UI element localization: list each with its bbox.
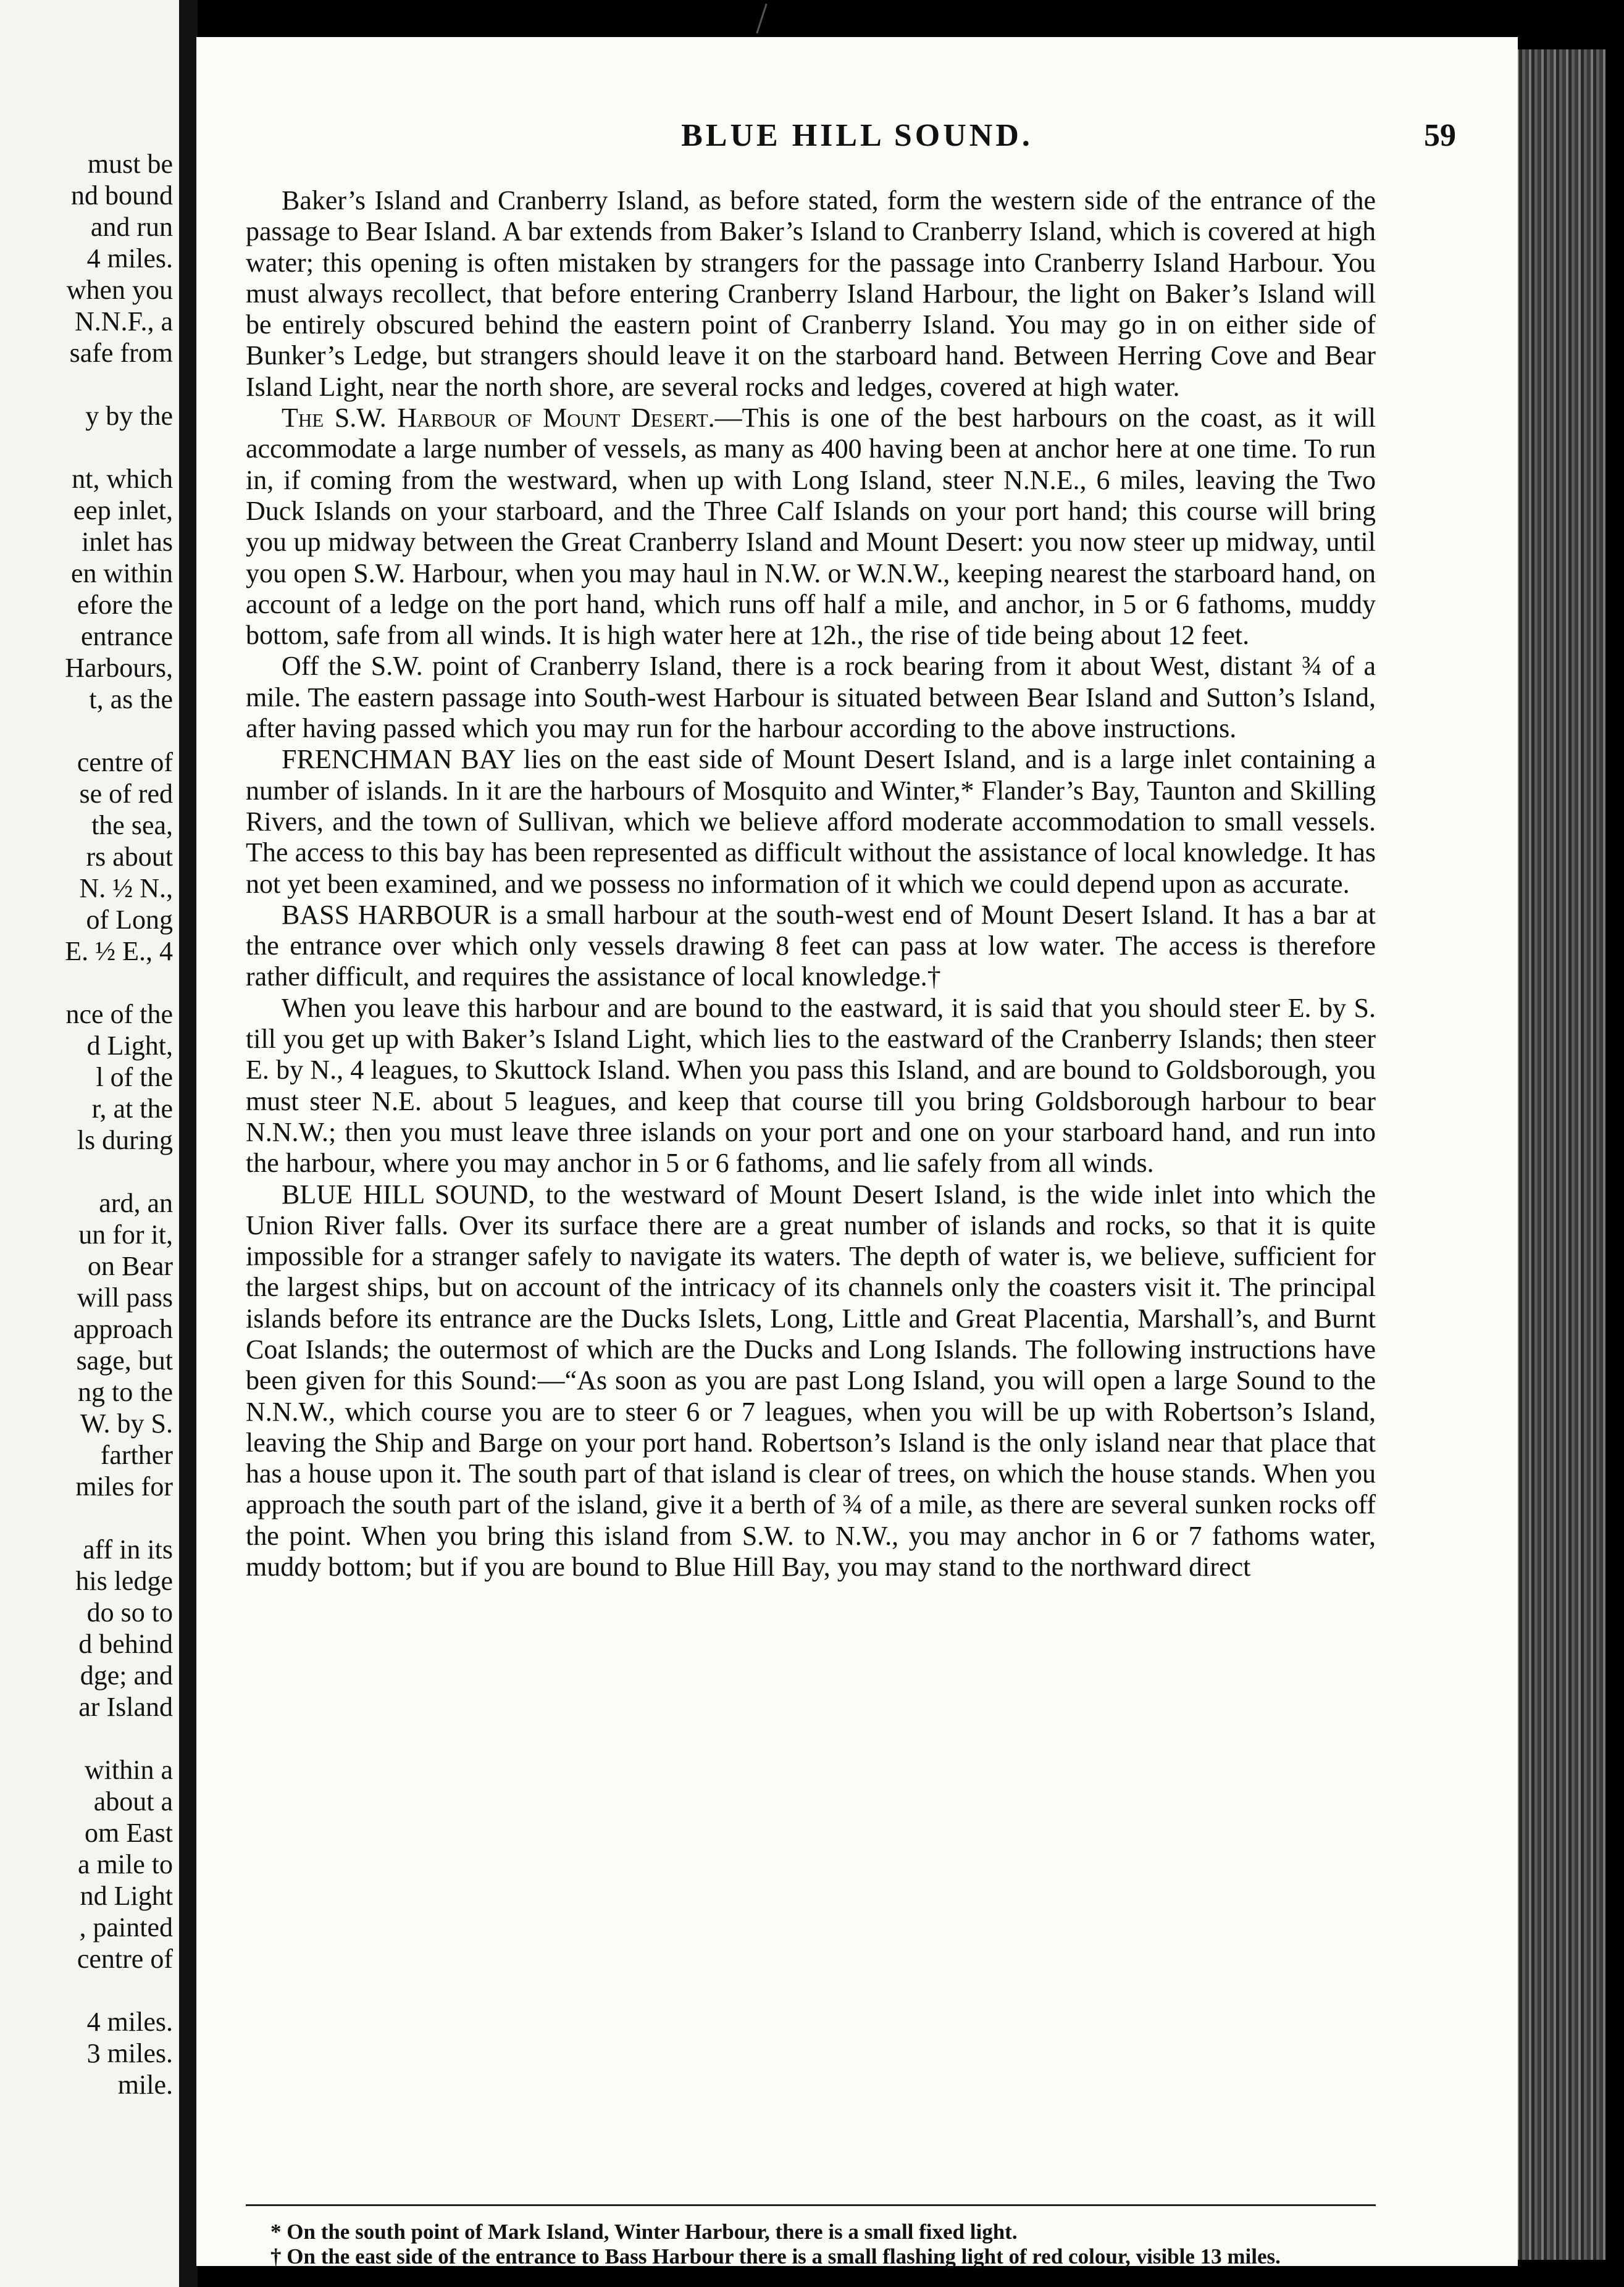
- footnote-bass-harbour: † On the east side of the entrance to Bass Harbour there is a small flashing light of red colour, visible 13 miles.: [270, 2244, 1281, 2268]
- paragraph-bakers-island: Baker’s Island and Cranberry Island, as before stated, form the western side of the entrance of the passage to Bear Island. A bar extends from Baker’s Island to Cranberry Island, which is covered at high water; this opening is often mistaken by strangers for the passage into Cranberry Island Harbour. You must always recollect, that before entering Cranberry Island Harbour, the light on Baker’s Island will be entirely obscured behind the eastern point of Cranberry Island. You may go in on either side of Bunker’s Ledge, but strangers should leave it on the starboard hand. Between Herring Cove and Bear Island Light, near the north shore, are several rocks and ledges, covered at high water.: [246, 185, 1376, 402]
- facing-page-line: 4 miles.: [86, 2007, 173, 2037]
- facing-page-line: 4 miles.: [86, 243, 173, 274]
- page-header: [196, 117, 1518, 161]
- book-gutter: [179, 0, 198, 2287]
- facing-page-line: sage, but: [76, 1345, 173, 1376]
- facing-page-line: and run: [90, 212, 173, 242]
- book-page: [196, 37, 1518, 2266]
- facing-page-line: about a: [93, 1786, 173, 1817]
- facing-page-line: [6, 715, 173, 746]
- facing-page-line: se of red: [79, 779, 173, 809]
- facing-page-line: of Long: [86, 905, 173, 935]
- facing-page-line: d behind: [78, 1629, 173, 1659]
- facing-page-line: N. ½ N.,: [79, 873, 173, 903]
- facing-page-line: un for it,: [78, 1219, 173, 1250]
- footnote-winter-harbour: * On the south point of Mark Island, Winter Harbour, there is a small fixed light.: [270, 2220, 1018, 2244]
- facing-page-line: om East: [85, 1818, 173, 1848]
- facing-page-line: nt, which: [72, 464, 173, 494]
- facing-page-line: farther: [100, 1440, 173, 1470]
- facing-page-line: his ledge: [75, 1566, 173, 1596]
- facing-page-line: E. ½ E., 4: [65, 936, 173, 966]
- running-title: BLUE HILL SOUND.: [681, 118, 1033, 153]
- facing-page-line: eep inlet,: [73, 495, 173, 525]
- facing-page-line: W. by S.: [80, 1408, 173, 1439]
- footnote-rule: [246, 2204, 1376, 2206]
- facing-page-line: y by the: [85, 401, 173, 431]
- facing-page-line: centre of: [77, 747, 173, 777]
- facing-page-line: ls during: [77, 1125, 173, 1155]
- footnotes: [246, 2220, 1376, 2269]
- facing-page-line: t, as the: [89, 684, 173, 714]
- paragraph-frenchman-bay: FRENCHMAN BAY lies on the east side of Mount Desert Island, and is a large inlet containing a number of islands. In it are the harbours of Mosquito and Winter,* Flander’s Bay, Taunton and Skilling Rivers, and the town of Sullivan, which we believe afford moderate accommodation to small vessels. The access to this bay has been represented as difficult without the assistance of local knowledge. It has not yet been examined, and we possess no information of it which we could depend upon as accurate.: [246, 744, 1376, 899]
- facing-page-line: ar Island: [78, 1692, 173, 1722]
- facing-page-line: will pass: [77, 1282, 173, 1313]
- facing-page-line: [6, 369, 173, 400]
- facing-page-line: rs about: [86, 842, 173, 872]
- facing-page-line: must be: [87, 149, 173, 179]
- facing-page-line: do so to: [86, 1597, 173, 1628]
- facing-page-line: when you: [66, 275, 173, 305]
- facing-page-line: inlet has: [82, 527, 173, 557]
- facing-page-line: centre of: [77, 1944, 173, 1974]
- facing-page-line: within a: [85, 1755, 173, 1785]
- body-text: [246, 185, 1376, 1583]
- facing-page-line: [6, 1975, 173, 2006]
- facing-page-line: r, at the: [91, 1093, 173, 1124]
- facing-page-line: ard, an: [99, 1188, 173, 1218]
- facing-page-line: d Light,: [86, 1031, 173, 1061]
- facing-page-line: miles for: [75, 1471, 173, 1502]
- page-number: 59: [1424, 118, 1456, 153]
- facing-page-line: nce of the: [65, 999, 173, 1029]
- facing-page-line: 3 miles.: [86, 2038, 173, 2068]
- facing-page-fragment: [0, 0, 179, 2287]
- facing-page-line: aff in its: [83, 1534, 173, 1565]
- facing-page-line: [6, 967, 173, 998]
- facing-page-line: entrance: [81, 621, 173, 651]
- facing-page-line: efore the: [77, 590, 173, 620]
- facing-page-line: [6, 1156, 173, 1187]
- paragraph-sw-harbour: [246, 403, 1376, 651]
- facing-page-line: the sea,: [91, 810, 173, 840]
- facing-page-line: mile.: [117, 2070, 173, 2100]
- paragraph-sw-harbour-text: —This is one of the best harbours on the coast, as it will accommodate a large number of vessels, as many as 400 having been at anchor here at one time. To run in, if coming from the westward, when up with Long Island, steer N.N.E., 6 miles, leaving the Two Duck Islands on your starboard, and the Three Calf Islands on your port hand; this course will bring you up midway between the Great Cranberry Island and Mount Desert: you now steer up midway, until you open S.W. Harbour, when you may haul in N.W. or W.N.W., keeping nearest the starboard hand, on account of a ledge on the port hand, which runs off half a mile, and anchor, in 5 or 6 fathoms, muddy bottom, safe from all winds. It is high water here at 12h., the rise of tide being about 12 feet.: [246, 403, 1376, 651]
- facing-page-line: nd Light: [80, 1881, 173, 1911]
- facing-page-line: safe from: [69, 338, 173, 368]
- paragraph-off-sw-point: Off the S.W. point of Cranberry Island, there is a rock bearing from it about West, distant ¾ of a mile. The eastern passage into South-west Harbour is situated between Bear Island and Sutton’s Island, after having passed which you may run for the harbour according to the above instructions.: [246, 651, 1376, 744]
- facing-page-line: Harbours,: [65, 653, 173, 683]
- facing-page-line: en within: [71, 558, 173, 588]
- section-heading-sw-harbour: The S.W. Harbour of Mount Desert.: [282, 403, 715, 433]
- facing-page-line: on Bear: [87, 1251, 173, 1281]
- facing-page-column: [6, 148, 173, 2101]
- facing-page-line: [6, 1723, 173, 1754]
- facing-page-line: N.N.F., a: [74, 306, 173, 337]
- paragraph-bass-harbour: BASS HARBOUR is a small harbour at the south-west end of Mount Desert Island. It has a bar at the entrance over which only vessels drawing 8 feet can pass at low water. The access is therefore rather difficult, and requires the assistance of local knowledge.†: [246, 899, 1376, 992]
- facing-page-line: dge; and: [80, 1660, 173, 1691]
- facing-page-line: ng to the: [78, 1377, 173, 1407]
- pencil-mark: [756, 4, 767, 33]
- paragraph-eastward-directions: When you leave this harbour and are bound to the eastward, it is said that you should steer E. by S. till you get up with Baker’s Island Light, which lies to the eastward of the Cranberry Islands; then steer E. by N., 4 leagues, to Skuttock Island. When you pass this Island, and are bound to Goldsborough, you must steer N.E. about 5 leagues, and keep that course till you bring Goldsborough harbour to bear N.N.W.; then you must leave three islands on your port and one on your starboard hand, and run into the harbour, where you may anchor in 5 or 6 fathoms, and lie safely from all winds.: [246, 992, 1376, 1179]
- paragraph-blue-hill-sound: BLUE HILL SOUND, to the westward of Mount Desert Island, is the wide inlet into which the Union River falls. Over its surface there are a great number of islands and rocks, so that it is quite impossible for a stranger safely to navigate its waters. The depth of water is, we believe, sufficient for the largest ships, but on account of the intricacy of its channels only the coasters visit it. The principal islands before its entrance are the Ducks Islets, Long, Little and Great Placentia, Marshall’s, and Burnt Coat Islands; the outermost of which are the Ducks and Long Islands. The following instructions have been given for this Sound:—“As soon as you are past Long Island, you will open a large Sound to the N.N.W., which course you are to steer 6 or 7 leagues, when you will be up with Robertson’s Island, leaving the Ship and Barge on your port hand. Robertson’s Island is the only island near that place that has a house upon it. The south part of that island is clear of trees, on which the house stands. When you approach the south part of the island, give it a berth of ¾ of a mile, as there are several sunken rocks off the point. When you bring this island from S.W. to N.W., you may anchor in 6 or 7 fathoms water, muddy bottom; but if you are bound to Blue Hill Bay, you may stand to the northward direct: [246, 1179, 1376, 1583]
- page-edge-stack: [1513, 49, 1605, 2260]
- facing-page-line: l of the: [96, 1062, 173, 1092]
- facing-page-line: a mile to: [78, 1849, 173, 1879]
- facing-page-line: , painted: [79, 1912, 173, 1942]
- facing-page-line: nd bound: [71, 180, 173, 211]
- facing-page-line: [6, 432, 173, 463]
- facing-page-line: [6, 1502, 173, 1534]
- facing-page-line: approach: [73, 1314, 173, 1344]
